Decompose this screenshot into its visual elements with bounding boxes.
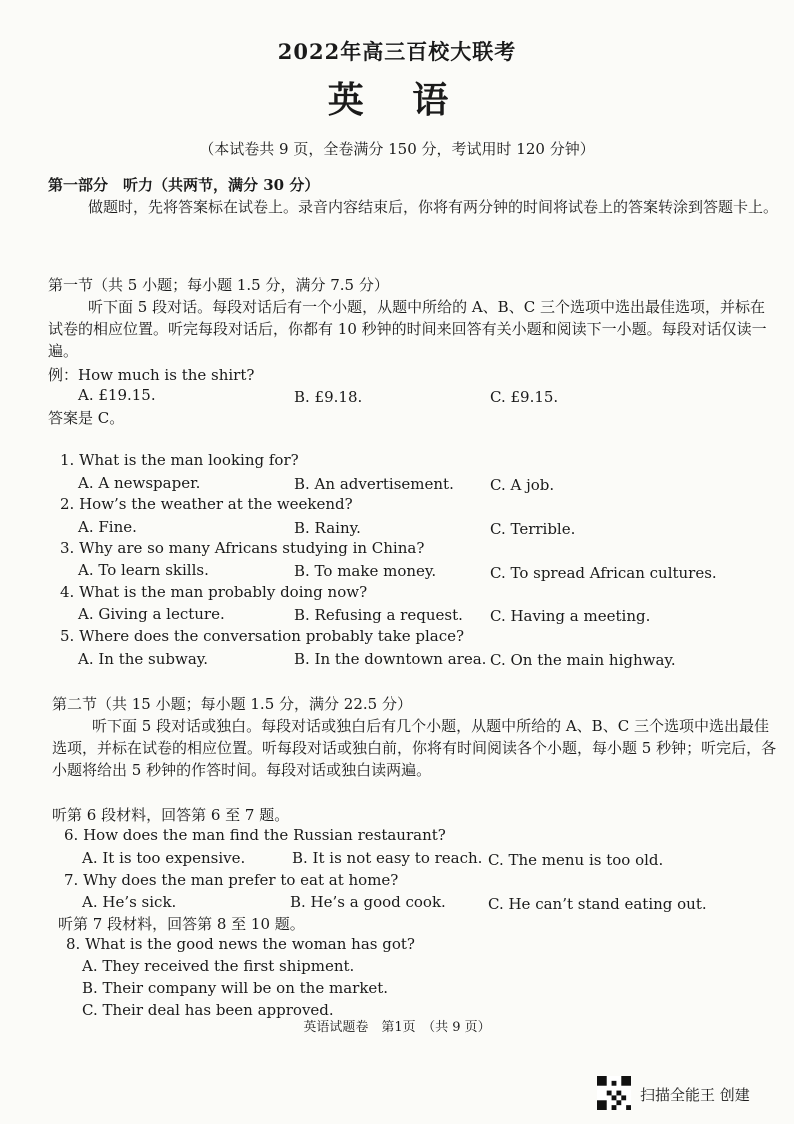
q8-option-c: C. Their deal has been approved. — [82, 1001, 334, 1019]
example-option-b: B. £9.18. — [294, 388, 363, 406]
q3-option-c: C. To spread African cultures. — [490, 564, 717, 582]
example-question: 例：How much is the shirt? — [48, 366, 255, 384]
example-answer: 答案是 C。 — [48, 409, 125, 427]
q8-option-a: A. They received the first shipment. — [82, 957, 355, 975]
q2-option-c: C. Terrible. — [490, 520, 576, 538]
q5-option-b: B. In the downtown area. — [294, 650, 487, 668]
material-7-label: 听第 7 段材料，回答第 8 至 10 题。 — [58, 915, 305, 933]
section2-heading: 第二节（共 15 小题；每小题 1.5 分，满分 22.5 分） — [52, 695, 412, 713]
question-1: 1. What is the man looking for? — [60, 451, 299, 469]
q6-option-a: A. It is too expensive. — [82, 849, 246, 867]
q5-option-a: A. In the subway. — [78, 650, 209, 668]
question-8: 8. What is the good news the woman has got? — [66, 935, 415, 953]
q5-option-c: C. On the main highway. — [490, 651, 676, 669]
page-footer: 英语试题卷 第1页 （共 9 页） — [303, 1020, 491, 1035]
q7-option-c: C. He can’t stand eating out. — [488, 895, 707, 913]
q4-option-c: C. Having a meeting. — [490, 607, 651, 625]
q3-option-b: B. To make money. — [294, 562, 437, 580]
section1-instructions: 听下面 5 段对话。每段对话后有一个小题，从题中所给的 A、B、C 三个选项中选出最佳选项，并标在试卷的相应位置。听完每段对话后，你都有 10 秒钟的时间来回答有关小题和阅读下一小题。每段对话仅读一遍。 — [48, 298, 767, 360]
exam-title: 2022年高三百校大联考 — [277, 39, 517, 64]
question-7: 7. Why does the man prefer to eat at home? — [64, 871, 399, 889]
part1-heading: 第一部分 听力（共两节，满分 30 分） — [48, 176, 320, 194]
section2-instructions: 听下面 5 段对话或独白。每段对话或独白后有几个小题，从题中所给的 A、B、C 三个选项中选出最佳选项，并标在试卷的相应位置。听每段对话或独白前，你将有时间阅读各个小题，每小题 5 秒钟；听完后，各小题将给出 5 秒钟的作答时间。每段对话或独白读两遍。 — [52, 717, 777, 779]
example-option-a: A. £19.15. — [78, 386, 156, 404]
scanner-stamp: 扫描全能王 创建 — [640, 1086, 750, 1104]
q3-option-a: A. To learn skills. — [78, 561, 209, 579]
q7-option-a: A. He’s sick. — [82, 893, 177, 911]
q8-option-b: B. Their company will be on the market. — [82, 979, 389, 997]
question-6: 6. How does the man find the Russian restaurant? — [64, 826, 446, 844]
q2-option-b: B. Rainy. — [294, 519, 361, 537]
question-2: 2. How’s the weather at the weekend? — [60, 495, 353, 513]
q4-option-a: A. Giving a lecture. — [78, 605, 225, 623]
q6-option-b: B. It is not easy to reach. — [292, 849, 483, 867]
example-option-c: C. £9.15. — [490, 388, 559, 406]
question-5: 5. Where does the conversation probably take place? — [60, 627, 465, 645]
section1-heading: 第一节（共 5 小题；每小题 1.5 分，满分 7.5 分） — [48, 276, 389, 294]
q7-option-b: B. He’s a good cook. — [290, 893, 446, 911]
question-4: 4. What is the man probably doing now? — [60, 583, 368, 601]
exam-info: （本试卷共 9 页，全卷满分 150 分，考试用时 120 分钟） — [199, 140, 595, 158]
q6-option-c: C. The menu is too old. — [488, 851, 664, 869]
q1-option-b: B. An advertisement. — [294, 475, 454, 493]
material-6-label: 听第 6 段材料，回答第 6 至 7 题。 — [52, 806, 290, 824]
q1-option-a: A. A newspaper. — [78, 474, 201, 492]
q1-option-c: C. A job. — [490, 476, 555, 494]
q4-option-b: B. Refusing a request. — [294, 606, 463, 624]
question-3: 3. Why are so many Africans studying in China? — [60, 539, 425, 557]
qr-code-icon — [597, 1076, 631, 1110]
q2-option-a: A. Fine. — [78, 518, 137, 536]
part1-instructions: 做题时，先将答案标在试卷上。录音内容结束后，你将有两分钟的时间将试卷上的答案转涂到答题卡上。 — [88, 198, 779, 216]
subject-title: 英 语 — [327, 79, 467, 121]
